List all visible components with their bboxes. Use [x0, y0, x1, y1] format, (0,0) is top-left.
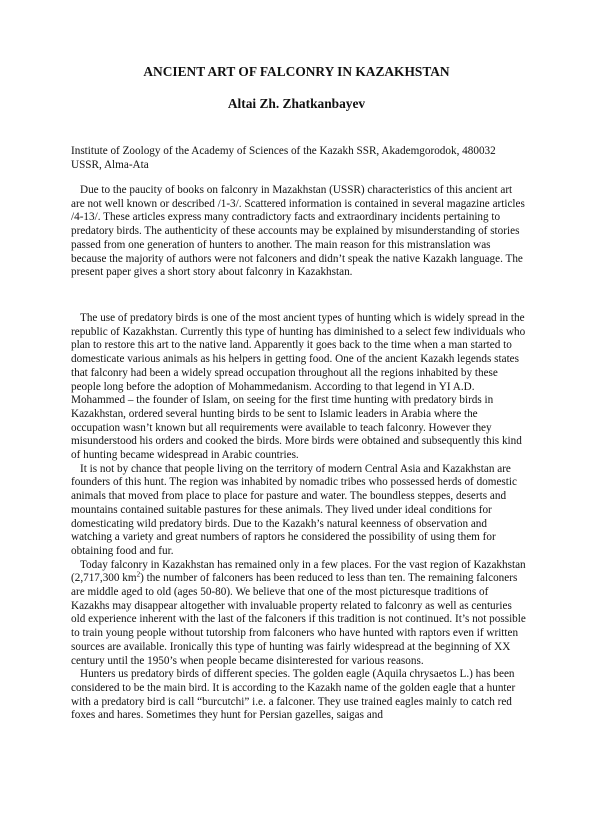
body-paragraph-4: Hunters us predatory birds of different species. The golden eagle (Aquila chrysaetos L.) has been considered to be the main bird. It is according to the Kazakh name of the golden eagle that a hunter with a predatory bird is call “burcutchi” i.e. a falconer. They use trained eagles mainly to catch red foxes and hares. Sometimes they hunt for Persian gazelles, saigas and — [71, 668, 516, 722]
author-affiliation: Institute of Zoology of the Academy of Sciences of the Kazakh SSR, Akademgorodok, 480032 USSR, Alma-Ata — [71, 145, 496, 171]
superscript-2: 2 — [136, 570, 141, 579]
paragraph-3-text-start: Today falconry in Kazakhstan has remained only in a few places. For the vast region of Kazakhstan (2,717,300 km — [71, 558, 526, 585]
abstract-paragraph: Due to the paucity of books on falconry in Mazakhstan (USSR) characteristics of this ancient art are not well known or described /1-3/. Scattered information is contained in several magazine articles /4-13/. These articles express many contradictory facts and extraordinary incidents pertaining to predatory birds. The authenticity of these accounts may be explained by misunderstanding of stories passed from one generation of hunters to another. The main reason for this mistranslation was because the majority of authors were not falconers and didn’t speak the native Kazakh language. The present paper gives a short story about falconry in Kazakhstan. — [71, 184, 525, 279]
body-paragraph-3 — [71, 559, 527, 669]
body-paragraph-2: It is not by chance that people living on the territory of modern Central Asia and Kazakhstan are founders of this hunt. The region was inhabited by nomadic tribes who possessed herds of domestic animals that moved from place to place for pasture and water. The boundless steppes, deserts and mountains contained suitable pastures for these animals. They lived under ideal conditions for domesticating wild predatory birds. Due to the Kazakh’s natural keenness of observation and watching a variety and great numbers of raptors he considered the possibility of using them for obtaining food and fur. — [71, 462, 517, 557]
body-text — [71, 312, 527, 723]
paper-author: Altai Zh. Zhatkanbayev — [227, 96, 366, 111]
paper-title: ANCIENT ART OF FALCONRY IN KAZAKHSTAN — [143, 64, 450, 79]
paragraph-3-text-end: ) the number of falconers has been reduced to less than ten. The remaining falconers are middle aged to old (ages 50-80). We believe that one of the most picturesque traditions of Kazakhs may disappear altogether with invaluable property related to falconry as well as centuries old experience inherent with the last of the falconers if this tradition is not continued. It’s not possible to train young people without tutorship from falconers who have hunted with raptors even if written sources are available. Ironically this type of hunting was fairly widespread at the beginning of XX century until the 1950’s when people became disinterested for various reasons. — [71, 572, 526, 667]
body-paragraph-1: The use of predatory birds is one of the most ancient types of hunting which is widely spread in the republic of Kazakhstan. Currently this type of hunting has diminished to a select few individuals who plan to restore this art to the native land. Apparently it goes back to the time when a man started to domesticate various animals as his helpers in getting food. One of the ancient Kazakh legends states that falconry had been a widely spread occupation throughout all the regions inhabited by these people long before the adoption of Mohammedanism. According to that legend in YI A.D. Mohammed – the founder of Islam, on seeing for the first time hunting with predatory birds in Kazakhstan, ordered several hunting birds to be sent to Islamic leaders in Arabia where the occupation wasn’t known but all requirements were available to teach falconry. However they misunderstood his orders and cooked the birds. More birds were obtained and subsequently this kind of hunting became widespread in Arabic countries. — [71, 312, 526, 462]
